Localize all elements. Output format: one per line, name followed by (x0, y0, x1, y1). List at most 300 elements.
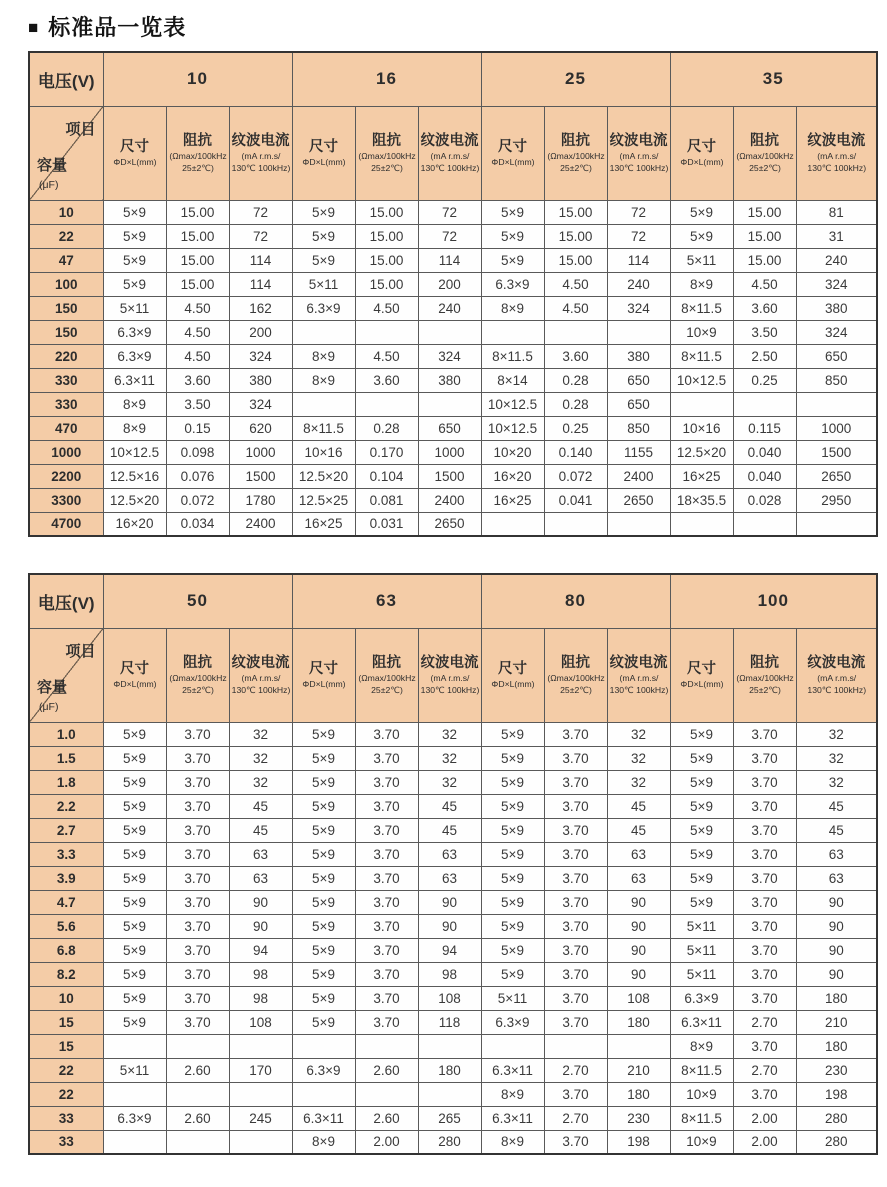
size-cell: 5×9 (292, 746, 355, 770)
ripple-cell: 324 (607, 296, 670, 320)
capacity-cell: 3300 (29, 488, 103, 512)
impedance-cell: 3.70 (544, 986, 607, 1010)
table-row (29, 1130, 877, 1154)
capacity-unit-label: (μF) (39, 178, 59, 191)
ripple-cell: 32 (229, 722, 292, 746)
impedance-cell: 4.50 (355, 296, 418, 320)
impedance-cell: 0.28 (544, 368, 607, 392)
ripple-cell: 63 (796, 842, 877, 866)
impedance-cell: 0.25 (544, 416, 607, 440)
impedance-cell: 15.00 (355, 224, 418, 248)
size-cell: 5×9 (292, 200, 355, 224)
capacity-cell: 22 (29, 1058, 103, 1082)
size-cell: 6.3×9 (292, 1058, 355, 1082)
voltage-header-row (29, 574, 877, 628)
impedance-cell: 3.70 (166, 770, 229, 794)
table-row (29, 488, 877, 512)
ripple-cell: 230 (607, 1106, 670, 1130)
ripple-cell: 32 (418, 770, 481, 794)
size-sub-label: ΦD×L(mm) (679, 156, 724, 167)
capacity-cell: 33 (29, 1130, 103, 1154)
impedance-cell: 0.104 (355, 464, 418, 488)
size-cell: 6.3×9 (103, 1106, 166, 1130)
size-cell: 5×9 (292, 890, 355, 914)
ripple-cell: 98 (229, 962, 292, 986)
capacity-cell: 8.2 (29, 962, 103, 986)
impedance-cell: 3.50 (166, 392, 229, 416)
impedance-cell: 3.70 (355, 818, 418, 842)
ripple-cell (418, 1082, 481, 1106)
table-row (29, 512, 877, 536)
ripple-cell: 240 (418, 296, 481, 320)
impedance-col-header (355, 628, 418, 722)
ripple-cell: 1780 (229, 488, 292, 512)
size-cell: 6.3×9 (481, 1010, 544, 1034)
capacity-cell: 1.0 (29, 722, 103, 746)
ripple-col-header (418, 628, 481, 722)
impedance-cell: 3.70 (544, 842, 607, 866)
size-cell: 5×11 (103, 296, 166, 320)
impedance-cell: 0.28 (544, 392, 607, 416)
size-cell (670, 512, 733, 536)
table-row (29, 890, 877, 914)
ripple-cell: 90 (229, 890, 292, 914)
ripple-sub-label: (mA r.m.s/ (816, 673, 856, 683)
size-sub-label: ΦD×L(mm) (301, 678, 346, 689)
impedance-cell: 3.70 (544, 938, 607, 962)
size-cell: 8×9 (292, 1130, 355, 1154)
ripple-label: 纹波电流 (420, 132, 479, 149)
ripple-cell: 114 (229, 272, 292, 296)
impedance-cell: 3.70 (544, 1130, 607, 1154)
impedance-cell: 15.00 (544, 248, 607, 272)
size-cell: 5×9 (292, 770, 355, 794)
impedance-cell: 3.70 (166, 938, 229, 962)
size-cell: 8×11.5 (481, 344, 544, 368)
voltage-value: 35 (670, 52, 877, 106)
size-cell: 8×11.5 (670, 1058, 733, 1082)
ripple-cell: 72 (229, 200, 292, 224)
capacity-cell: 150 (29, 296, 103, 320)
impedance-cell (166, 1034, 229, 1058)
capacity-label: 容量 (37, 156, 68, 174)
impedance-cell: 2.50 (733, 344, 796, 368)
voltage-unit-label: 电压(V) (29, 52, 103, 106)
impedance-cell: 3.70 (733, 722, 796, 746)
size-label: 尺寸 (309, 138, 338, 155)
ripple-col-header (229, 106, 292, 200)
impedance-cell (733, 392, 796, 416)
impedance-cell: 3.70 (166, 962, 229, 986)
ripple-sub-label: 130℃ 100kHz) (609, 684, 668, 695)
table-row (29, 1010, 877, 1034)
impedance-cell (544, 512, 607, 536)
ripple-sub-label: 130℃ 100kHz) (806, 684, 866, 695)
ripple-sub-label: (mA r.m.s/ (816, 151, 856, 161)
size-cell: 5×9 (292, 224, 355, 248)
size-cell: 5×9 (103, 962, 166, 986)
impedance-cell: 4.50 (166, 296, 229, 320)
table-row (29, 296, 877, 320)
impedance-cell: 3.70 (166, 842, 229, 866)
impedance-label: 阻抗 (750, 654, 779, 671)
impedance-cell: 0.076 (166, 464, 229, 488)
ripple-cell: 1155 (607, 440, 670, 464)
ripple-cell: 90 (607, 914, 670, 938)
ripple-cell: 32 (796, 770, 877, 794)
impedance-label: 阻抗 (372, 654, 401, 671)
ripple-cell: 32 (229, 770, 292, 794)
size-cell: 5×9 (481, 890, 544, 914)
size-cell (292, 1082, 355, 1106)
ripple-cell (229, 1130, 292, 1154)
size-sub-label: ΦD×L(mm) (679, 678, 724, 689)
impedance-cell: 4.50 (733, 272, 796, 296)
impedance-cell: 15.00 (355, 200, 418, 224)
impedance-cell: 3.70 (544, 1082, 607, 1106)
ripple-cell (607, 320, 670, 344)
ripple-cell: 1500 (796, 440, 877, 464)
table-row (29, 794, 877, 818)
size-cell: 10×12.5 (481, 392, 544, 416)
ripple-label: 纹波电流 (420, 654, 479, 671)
size-cell: 6.3×9 (103, 344, 166, 368)
ripple-cell: 1500 (418, 464, 481, 488)
impedance-cell: 15.00 (166, 200, 229, 224)
size-cell: 5×9 (292, 866, 355, 890)
ripple-col-header (796, 628, 877, 722)
ripple-cell: 32 (418, 722, 481, 746)
ripple-cell: 2400 (229, 512, 292, 536)
impedance-sub-label: (Ωmax/100kHz (735, 151, 794, 161)
size-cell (292, 392, 355, 416)
size-cell: 16×20 (481, 464, 544, 488)
size-cell: 5×9 (103, 938, 166, 962)
size-col-header (481, 628, 544, 722)
impedance-cell: 3.70 (166, 914, 229, 938)
size-cell: 5×9 (292, 938, 355, 962)
capacity-cell: 220 (29, 344, 103, 368)
ripple-cell: 81 (796, 200, 877, 224)
ripple-cell: 45 (607, 794, 670, 818)
impedance-sub-label: (Ωmax/100kHz (357, 673, 416, 683)
impedance-cell: 3.70 (733, 986, 796, 1010)
size-cell: 5×9 (103, 1010, 166, 1034)
impedance-cell (355, 320, 418, 344)
voltage-value: 25 (481, 52, 670, 106)
size-cell: 5×9 (103, 794, 166, 818)
ripple-cell: 114 (229, 248, 292, 272)
size-cell: 5×9 (670, 818, 733, 842)
impedance-cell: 15.00 (355, 248, 418, 272)
ripple-col-header (418, 106, 481, 200)
voltage-value: 10 (103, 52, 292, 106)
square-bullet-icon: ■ (28, 18, 40, 37)
item-label: 项目 (65, 120, 96, 138)
ripple-cell: 90 (607, 890, 670, 914)
ripple-cell: 200 (229, 320, 292, 344)
size-cell: 5×9 (292, 818, 355, 842)
size-cell: 5×9 (481, 770, 544, 794)
ripple-cell: 90 (607, 962, 670, 986)
table-row (29, 1106, 877, 1130)
impedance-cell: 0.034 (166, 512, 229, 536)
impedance-cell: 3.70 (544, 794, 607, 818)
ripple-cell (418, 1034, 481, 1058)
capacity-cell: 10 (29, 200, 103, 224)
impedance-cell: 2.00 (355, 1130, 418, 1154)
impedance-cell: 15.00 (733, 224, 796, 248)
impedance-sub-label: (Ωmax/100kHz (168, 151, 227, 161)
size-cell: 5×9 (670, 722, 733, 746)
size-cell (670, 392, 733, 416)
ripple-cell: 240 (607, 272, 670, 296)
size-cell: 5×9 (292, 914, 355, 938)
ripple-cell: 32 (607, 722, 670, 746)
impedance-cell: 3.70 (733, 1034, 796, 1058)
impedance-sub-label: 25±2℃) (748, 162, 781, 173)
impedance-cell (544, 1034, 607, 1058)
impedance-cell: 2.60 (355, 1058, 418, 1082)
impedance-cell: 3.70 (166, 866, 229, 890)
ripple-cell: 180 (607, 1082, 670, 1106)
impedance-cell: 3.70 (733, 818, 796, 842)
ripple-cell: 850 (607, 416, 670, 440)
impedance-cell: 3.70 (166, 890, 229, 914)
size-cell: 6.3×11 (103, 368, 166, 392)
capacity-cell: 1.5 (29, 746, 103, 770)
ripple-cell: 2400 (607, 464, 670, 488)
table-row (29, 746, 877, 770)
size-label: 尺寸 (687, 660, 716, 677)
ripple-cell: 2650 (796, 464, 877, 488)
size-cell: 5×9 (481, 962, 544, 986)
capacity-cell: 10 (29, 986, 103, 1010)
ripple-sub-label: 130℃ 100kHz) (231, 162, 290, 173)
ripple-cell: 1000 (796, 416, 877, 440)
ripple-cell: 180 (796, 1034, 877, 1058)
ripple-cell: 63 (229, 866, 292, 890)
impedance-cell: 4.50 (166, 320, 229, 344)
ripple-cell: 90 (607, 938, 670, 962)
size-cell: 8×9 (103, 416, 166, 440)
impedance-cell: 3.70 (166, 794, 229, 818)
ripple-cell: 180 (418, 1058, 481, 1082)
size-cell: 10×16 (670, 416, 733, 440)
ripple-cell: 72 (418, 224, 481, 248)
ripple-sub-label: 130℃ 100kHz) (231, 684, 290, 695)
size-cell: 5×9 (481, 200, 544, 224)
ripple-cell: 90 (418, 914, 481, 938)
capacity-cell: 2.2 (29, 794, 103, 818)
ripple-cell: 198 (796, 1082, 877, 1106)
capacity-cell: 2200 (29, 464, 103, 488)
size-cell (103, 1082, 166, 1106)
impedance-cell: 3.70 (166, 818, 229, 842)
impedance-cell (544, 320, 607, 344)
impedance-cell: 3.70 (544, 890, 607, 914)
size-cell: 5×11 (103, 1058, 166, 1082)
ripple-cell: 650 (796, 344, 877, 368)
capacity-item-diagonal-cell (29, 106, 103, 200)
ripple-col-header (229, 628, 292, 722)
ripple-label: 纹波电流 (807, 654, 866, 671)
ripple-cell (607, 1034, 670, 1058)
impedance-col-header (733, 106, 796, 200)
size-cell: 5×9 (481, 746, 544, 770)
ripple-cell: 380 (418, 368, 481, 392)
size-cell: 6.3×9 (292, 296, 355, 320)
impedance-cell: 0.072 (166, 488, 229, 512)
impedance-cell: 3.70 (733, 842, 796, 866)
size-col-header (103, 628, 166, 722)
size-cell: 10×9 (670, 320, 733, 344)
size-cell: 5×9 (103, 986, 166, 1010)
impedance-cell: 15.00 (544, 200, 607, 224)
ripple-cell: 265 (418, 1106, 481, 1130)
size-cell: 5×9 (481, 842, 544, 866)
page-title-text: 标准品一览表 (48, 15, 187, 40)
impedance-cell: 3.60 (544, 344, 607, 368)
table-1-mount (0, 51, 887, 537)
size-cell: 5×9 (481, 866, 544, 890)
size-label: 尺寸 (309, 660, 338, 677)
capacity-cell: 22 (29, 1082, 103, 1106)
impedance-cell: 3.70 (355, 746, 418, 770)
size-cell: 5×9 (292, 842, 355, 866)
ripple-cell: 90 (796, 938, 877, 962)
ripple-col-header (607, 106, 670, 200)
size-cell: 5×9 (103, 866, 166, 890)
size-cell: 5×9 (292, 248, 355, 272)
ripple-cell: 180 (607, 1010, 670, 1034)
impedance-cell: 3.70 (355, 986, 418, 1010)
table-row (29, 770, 877, 794)
size-cell: 12.5×20 (292, 464, 355, 488)
impedance-cell (355, 392, 418, 416)
ripple-cell: 32 (229, 746, 292, 770)
impedance-cell: 3.70 (544, 818, 607, 842)
ripple-sub-label: 130℃ 100kHz) (609, 162, 668, 173)
ripple-cell: 1000 (418, 440, 481, 464)
size-label: 尺寸 (120, 660, 149, 677)
impedance-cell (166, 1130, 229, 1154)
ripple-cell: 32 (418, 746, 481, 770)
table-row (29, 1058, 877, 1082)
size-cell: 5×11 (292, 272, 355, 296)
item-label: 项目 (65, 642, 96, 660)
impedance-cell: 4.50 (355, 344, 418, 368)
size-cell: 5×9 (481, 224, 544, 248)
ripple-cell: 200 (418, 272, 481, 296)
ripple-cell: 650 (607, 368, 670, 392)
size-label: 尺寸 (498, 660, 527, 677)
impedance-cell: 2.70 (733, 1010, 796, 1034)
impedance-cell (733, 512, 796, 536)
size-cell: 8×9 (103, 392, 166, 416)
ripple-cell (418, 392, 481, 416)
impedance-cell: 2.60 (166, 1106, 229, 1130)
ripple-cell: 114 (607, 248, 670, 272)
ripple-cell: 108 (607, 986, 670, 1010)
ripple-cell: 90 (229, 914, 292, 938)
ripple-cell: 850 (796, 368, 877, 392)
size-cell: 5×9 (103, 200, 166, 224)
capacity-cell: 100 (29, 272, 103, 296)
impedance-cell: 0.041 (544, 488, 607, 512)
size-col-header (292, 106, 355, 200)
impedance-cell: 2.70 (544, 1106, 607, 1130)
ripple-sub-label: 130℃ 100kHz) (420, 684, 479, 695)
size-cell: 8×11.5 (670, 344, 733, 368)
size-sub-label: ΦD×L(mm) (112, 156, 157, 167)
impedance-sub-label: 25±2℃) (370, 684, 403, 695)
ripple-cell: 32 (607, 770, 670, 794)
ripple-cell: 45 (418, 818, 481, 842)
size-col-header (103, 106, 166, 200)
table-row (29, 938, 877, 962)
impedance-cell (355, 1082, 418, 1106)
ripple-cell: 1000 (229, 440, 292, 464)
size-cell: 5×9 (670, 794, 733, 818)
ripple-cell: 324 (418, 344, 481, 368)
size-cell: 6.3×11 (481, 1058, 544, 1082)
ripple-cell: 90 (796, 962, 877, 986)
ripple-cell: 31 (796, 224, 877, 248)
size-cell: 12.5×20 (670, 440, 733, 464)
size-cell: 5×11 (670, 248, 733, 272)
ripple-cell: 114 (418, 248, 481, 272)
impedance-cell: 15.00 (166, 224, 229, 248)
size-cell: 5×9 (103, 770, 166, 794)
impedance-cell: 3.70 (733, 794, 796, 818)
impedance-cell: 4.50 (544, 296, 607, 320)
size-cell: 10×12.5 (670, 368, 733, 392)
impedance-cell: 3.70 (355, 770, 418, 794)
ripple-cell: 1500 (229, 464, 292, 488)
ripple-cell: 2650 (607, 488, 670, 512)
impedance-cell: 0.098 (166, 440, 229, 464)
table-row (29, 986, 877, 1010)
size-cell: 10×9 (670, 1130, 733, 1154)
size-cell (103, 1130, 166, 1154)
size-col-header (670, 106, 733, 200)
ripple-cell (418, 320, 481, 344)
ripple-cell: 72 (607, 200, 670, 224)
size-cell: 8×11.5 (670, 1106, 733, 1130)
impedance-cell: 2.60 (166, 1058, 229, 1082)
impedance-cell: 0.15 (166, 416, 229, 440)
impedance-col-header (544, 106, 607, 200)
ripple-sub-label: (mA r.m.s/ (619, 673, 658, 683)
impedance-cell: 15.00 (355, 272, 418, 296)
ripple-cell: 90 (796, 890, 877, 914)
impedance-cell: 0.25 (733, 368, 796, 392)
ripple-col-header (796, 106, 877, 200)
ripple-cell: 650 (418, 416, 481, 440)
size-cell: 5×9 (481, 794, 544, 818)
ripple-cell: 63 (607, 866, 670, 890)
ripple-cell: 324 (796, 272, 877, 296)
size-cell: 10×16 (292, 440, 355, 464)
table-row (29, 440, 877, 464)
impedance-cell: 3.70 (733, 938, 796, 962)
size-cell: 5×11 (481, 986, 544, 1010)
ripple-cell: 2400 (418, 488, 481, 512)
page-title (0, 0, 887, 51)
capacity-cell: 2.7 (29, 818, 103, 842)
table-row (29, 464, 877, 488)
